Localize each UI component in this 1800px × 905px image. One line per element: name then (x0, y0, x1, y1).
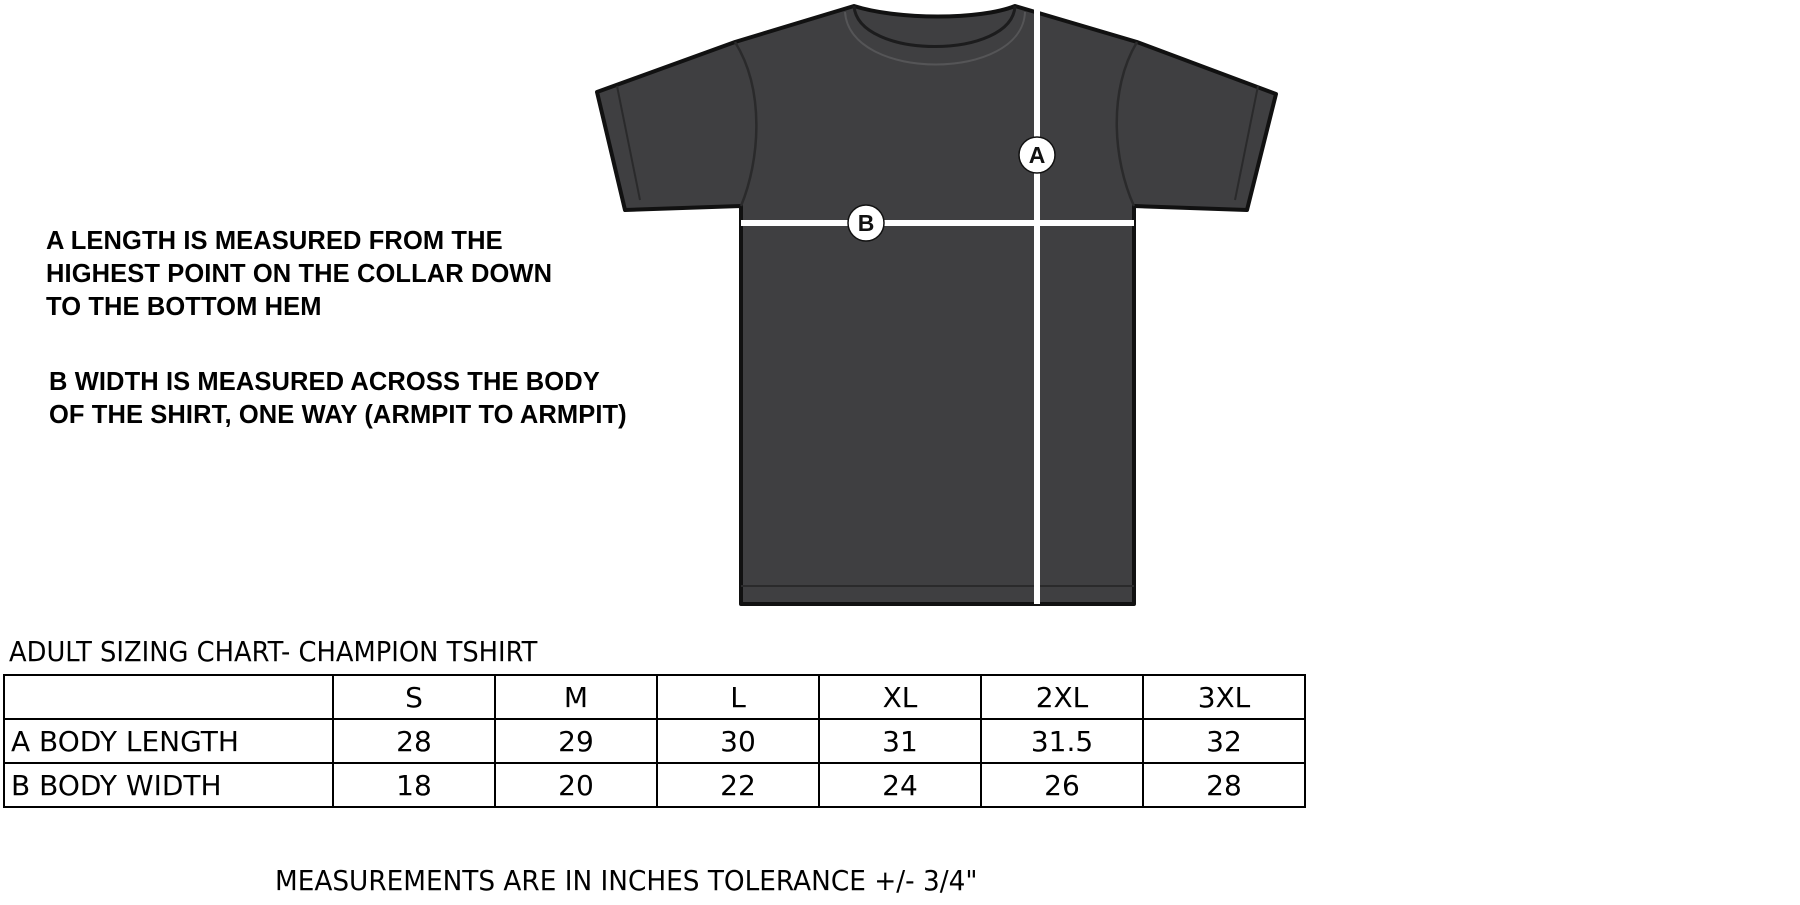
size-header: XL (819, 675, 981, 719)
marker-b-label: B (857, 210, 875, 236)
size-header: L (657, 675, 819, 719)
sizing-table (3, 674, 1306, 808)
size-header: 2XL (981, 675, 1143, 719)
table-cell: 18 (333, 763, 495, 807)
size-header: S (333, 675, 495, 719)
table-cell: 26 (981, 763, 1143, 807)
chart-title: ADULT SIZING CHART- CHAMPION TSHIRT (9, 635, 538, 668)
table-cell: 30 (657, 719, 819, 763)
width-instruction: B WIDTH IS MEASURED ACROSS THE BODY OF THE SHIRT, ONE WAY (ARMPIT TO ARMPIT) (49, 368, 627, 429)
table-cell: 29 (495, 719, 657, 763)
table-cell: 20 (495, 763, 657, 807)
marker-b (848, 205, 884, 241)
table-header-blank (4, 675, 333, 719)
tshirt-body (597, 6, 1276, 604)
row-label: B BODY WIDTH (4, 763, 333, 807)
marker-a-label: A (1028, 142, 1046, 168)
table-cell: 24 (819, 763, 981, 807)
size-header: M (495, 675, 657, 719)
measurement-note: MEASUREMENTS ARE IN INCHES TOLERANCE +/- 3/4" (275, 864, 978, 897)
table-cell: 22 (657, 763, 819, 807)
row-label: A BODY LENGTH (4, 719, 333, 763)
table-row (4, 719, 1305, 763)
length-instruction: A LENGTH IS MEASURED FROM THE HIGHEST POINT ON THE COLLAR DOWN TO THE BOTTOM HEM (46, 227, 553, 321)
table-cell: 28 (1143, 763, 1305, 807)
marker-a (1019, 137, 1055, 173)
table-cell: 32 (1143, 719, 1305, 763)
size-header: 3XL (1143, 675, 1305, 719)
table-cell: 28 (333, 719, 495, 763)
table-header-row (4, 675, 1305, 719)
table-cell: 31 (819, 719, 981, 763)
table-row (4, 763, 1305, 807)
table-cell: 31.5 (981, 719, 1143, 763)
